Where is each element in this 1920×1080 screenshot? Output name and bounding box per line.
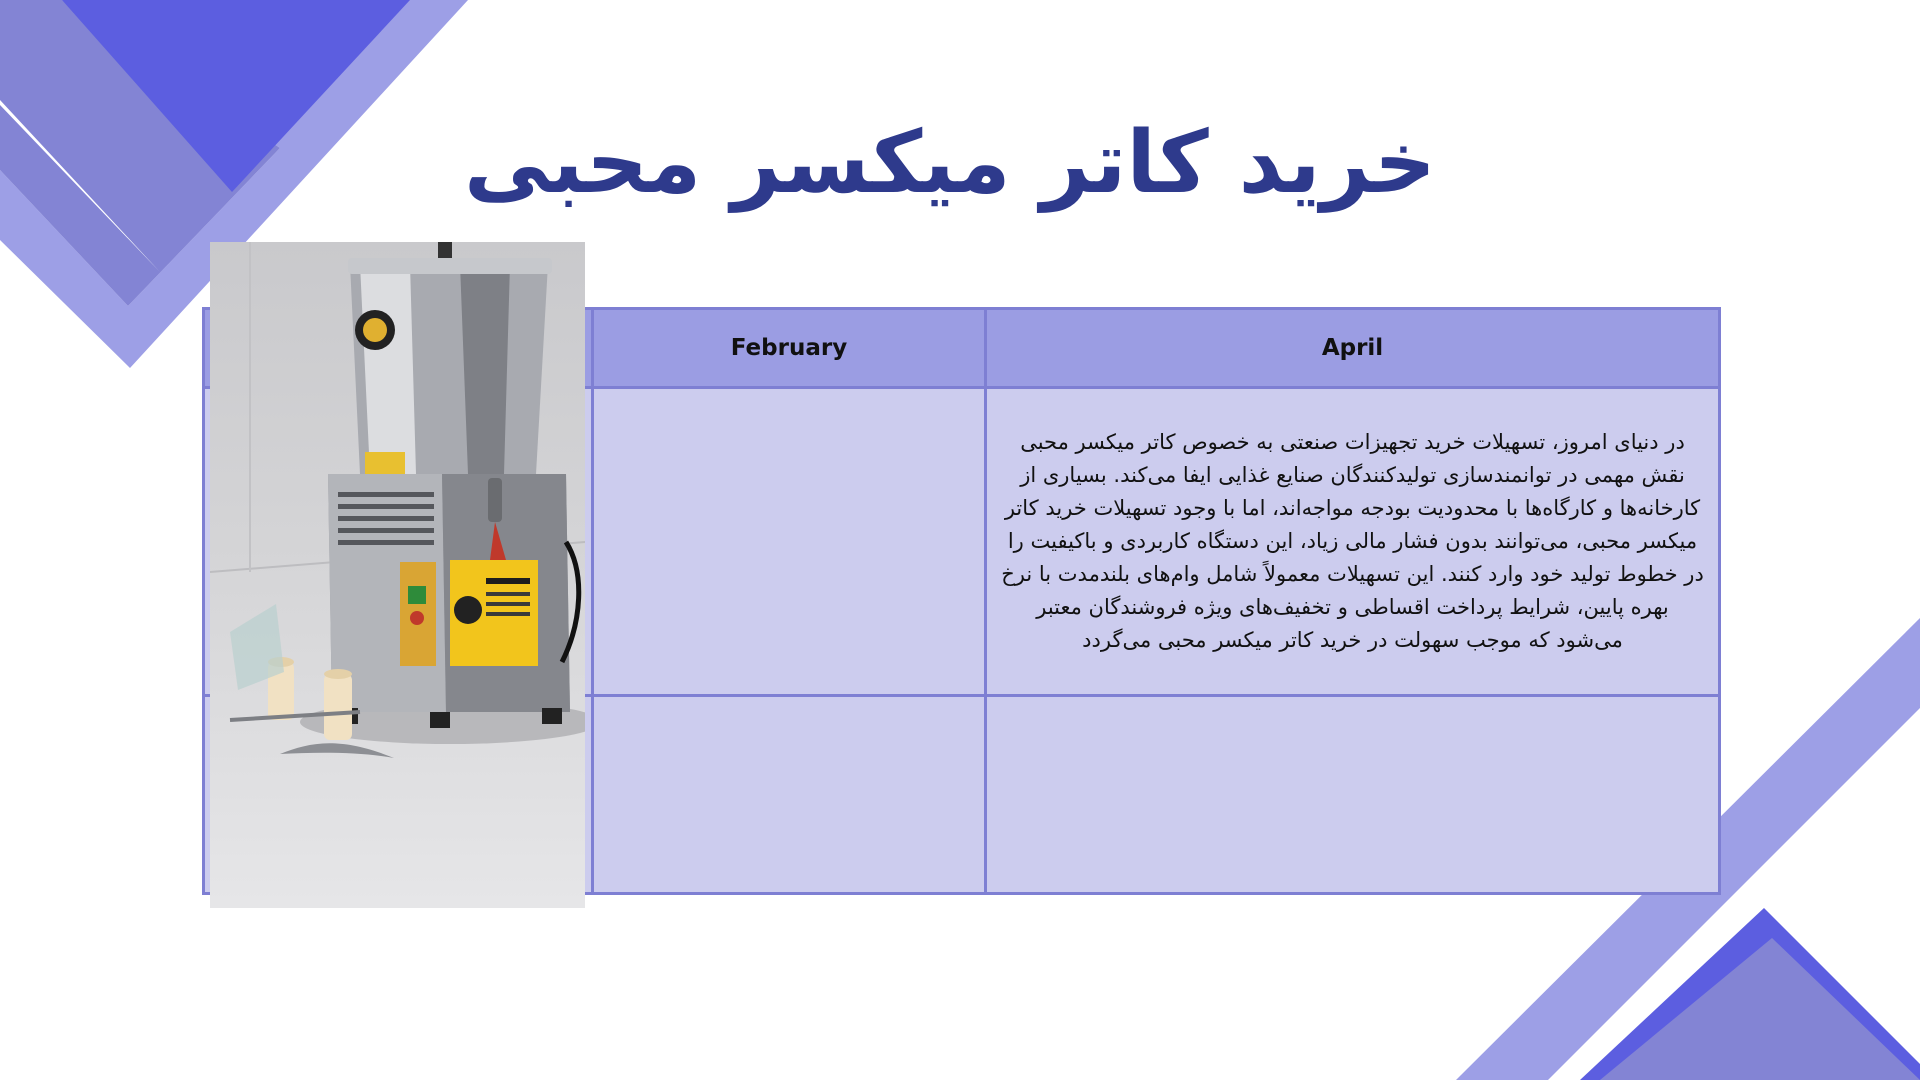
table-cell (986, 696, 1720, 894)
cutter-mixer-illustration (210, 242, 585, 908)
product-photo (210, 242, 585, 908)
table-header-cell: April (986, 309, 1720, 388)
page-title: خرید کاتر میکسر محبی (463, 113, 1437, 213)
table-header-cell: February (593, 309, 986, 388)
table-cell (593, 696, 986, 894)
table-cell (593, 388, 986, 696)
table-cell-description: در دنیای امروز، تسهیلات خرید تجهیزات صنعتی به خصوص کاتر میکسر محبی نقش مهمی در توانمندسازی تولیدکنندگان صنایع غذایی ایفا می‌کند. بسیاری از کارخانه‌ها و کارگاه‌ها با محدودیت بودجه مواجه‌اند، اما با وجود تسهیلات خرید کاتر میکسر محبی، می‌توانند بدون فشار مالی زیاد، این دستگاه کاربردی و باکیفیت را در خطوط تولید خود وارد کنند. این تسهیلات معمولاً شامل وام‌های بلندمدت با نرخ بهره پایین، شرایط پرداخت اقساطی و تخفیف‌های ویژه فروشندگان معتبر می‌شود که موجب سهولت در خرید کاتر میکسر محبی می‌گردد (986, 388, 1720, 696)
